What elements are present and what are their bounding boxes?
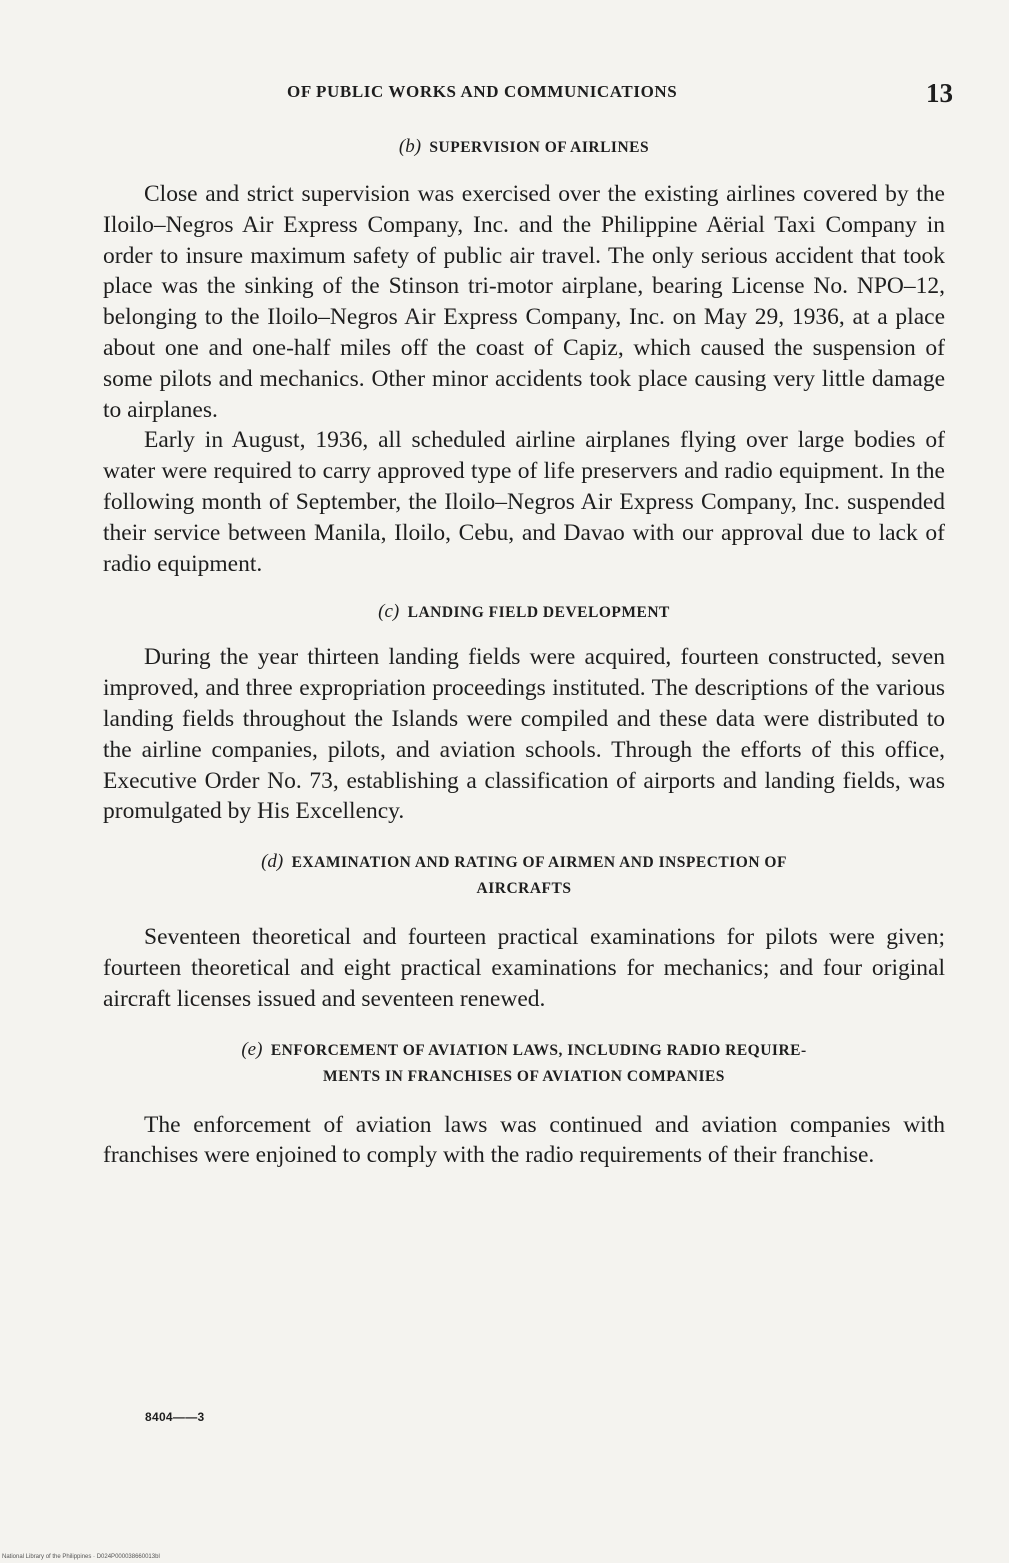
section-heading-d <box>103 849 945 902</box>
section-heading-e <box>103 1037 945 1090</box>
running-head <box>100 78 953 110</box>
printer-signature-mark: 8404——3 <box>145 1410 205 1424</box>
paragraph-supervision-1: Close and strict supervision was exercised over the existing airlines covered by the Iloilo–Negros Air Express Company, Inc. and the Philippine Aërial Taxi Company in order to insure maximum safety of public air travel. The only serious accident that took place was the sinking of the Stinson tri-motor airplane, bearing License No. NPO–12, belonging to the Iloilo–Negros Air Express Company, Inc. on May 29, 1936, at a place about one and one-half miles off the coast of Capiz, which caused the suspension of some pilots and mechanics. Other minor accidents took place causing very little damage to airplanes. <box>103 181 945 423</box>
section-title: LANDING FIELD DEVELOPMENT <box>407 604 670 622</box>
paragraph-landing-fields: During the year thirteen landing fields were acquired, fourteen constructed, seven improved, and three expropriation proceedings instituted. The descriptions of the various landing fields throughout the Islands were compiled and these data were distributed to the airline companies, pilots, and aviation schools. Through the efforts of this office, Executive Order No. 73, establishing a classification of airports and landing fields, was promulgated by His Excellency. <box>103 644 945 825</box>
section-letter: (c) <box>378 601 400 623</box>
paragraph-supervision-2: Early in August, 1936, all scheduled airline airplanes flying over large bodies of water were required to carry approved type of life preservers and radio equipment. In the following month of September, the Iloilo–Negros Air Express Company, Inc. suspended their service between Manila, Iloilo, Cebu, and Davao with our approval due to lack of radio equipment. <box>103 427 945 577</box>
running-title: OF PUBLIC WORKS AND COMMUNICATIONS <box>287 82 678 101</box>
section-letter: (b) <box>398 136 422 157</box>
section-title: SUPERVISION OF AIRLINES <box>429 139 650 156</box>
section-title-text: EXAMINATION AND RATING OF AIRMEN AND INSPECTION OF <box>291 854 787 872</box>
section-title-line-2: MENTS IN FRANCHISES OF AVIATION COMPANIES <box>323 1067 725 1085</box>
section-title-text: ENFORCEMENT OF AVIATION LAWS, INCLUDING RADIO REQUIRE- <box>270 1041 807 1059</box>
page-number: 13 <box>926 78 953 108</box>
paragraph-examinations: Seventeen theoretical and fourteen practical examinations for pilots were given; fourteen theoretical and eight practical examinations for mechanics; and four original aircraft licenses issued and seventeen renewed. <box>103 924 945 1012</box>
section-letter: (d) <box>261 851 284 873</box>
section-heading-c <box>103 599 945 626</box>
section-title-line-2: AIRCRAFTS <box>476 880 572 898</box>
section-letter: (e) <box>241 1038 263 1060</box>
section-title-line-1 <box>103 1037 945 1064</box>
page-content <box>103 134 945 1171</box>
section-title-line-1 <box>103 849 945 876</box>
paragraph-enforcement: The enforcement of aviation laws was continued and aviation companies with franchises were enjoined to comply with the radio requirements of their franchise. <box>103 1111 945 1169</box>
library-watermark: National Library of the Philippines · D024P000038660013bl <box>2 1554 160 1560</box>
section-heading-b <box>103 134 945 161</box>
